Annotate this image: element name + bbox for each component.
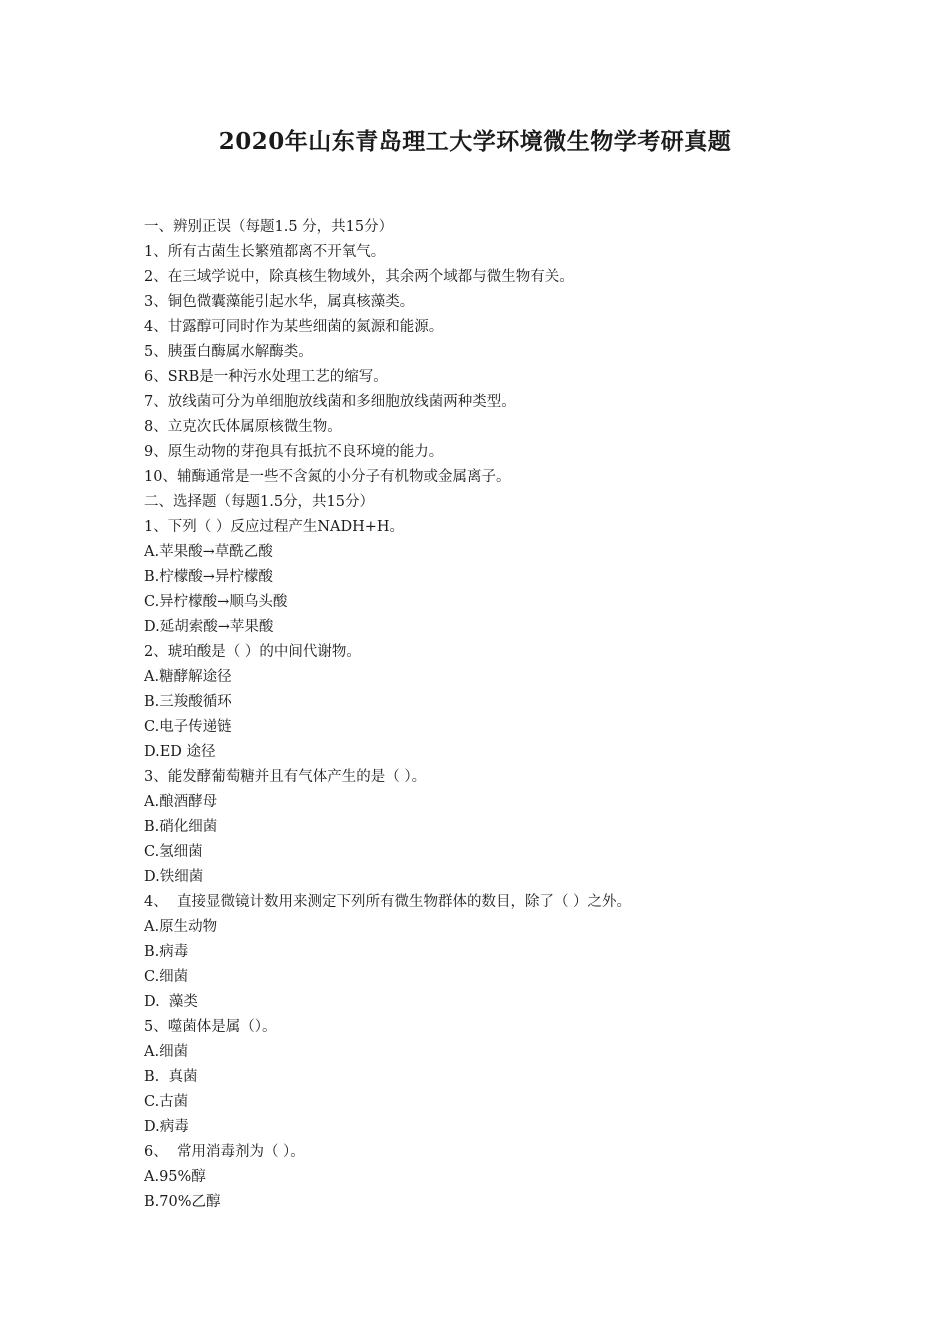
- question-item: 1、下列（ ）反应过程产生NADH+H。: [144, 519, 405, 535]
- question-item: 5、噬菌体是属（）。: [144, 1019, 277, 1035]
- question-item: 3、能发酵葡萄糖并且有气体产生的是（ ）。: [144, 769, 427, 785]
- answer-option: C.异柠檬酸→顺乌头酸: [144, 594, 288, 610]
- section-heading: 二、选择题（每题1.5分，共15分）: [144, 494, 375, 510]
- answer-option: C.电子传递链: [144, 719, 232, 735]
- answer-option: A.95%醇: [144, 1169, 206, 1185]
- answer-option: B.硝化细菌: [144, 819, 218, 835]
- answer-option: C.古菌: [144, 1094, 189, 1110]
- answer-option: D.ED 途径: [144, 744, 216, 760]
- question-item: 6、 常用消毒剂为（ ）。: [144, 1144, 305, 1160]
- question-item: 3、铜色微囊藻能引起水华，属真核藻类。: [144, 294, 415, 310]
- question-item: 6、SRB是一种污水处理工艺的缩写。: [144, 369, 388, 385]
- answer-option: B. 真菌: [144, 1069, 198, 1085]
- question-item: 8、立克次氏体属原核微生物。: [144, 419, 342, 435]
- answer-option: B.病毒: [144, 944, 189, 960]
- question-item: 4、甘露醇可同时作为某些细菌的氮源和能源。: [144, 319, 444, 335]
- answer-option: A.酿酒酵母: [144, 794, 218, 810]
- section-heading: 一、辨别正误（每题1.5 分，共15分）: [144, 219, 394, 235]
- page-title: 2020年山东青岛理工大学环境微生物学考研真题: [218, 128, 732, 155]
- answer-option: B.70%乙醇: [144, 1194, 221, 1210]
- question-item: 5、胰蛋白酶属水解酶类。: [144, 344, 313, 360]
- answer-option: D.延胡索酸→苹果酸: [144, 619, 274, 635]
- question-item: 2、在三域学说中，除真核生物域外，其余两个域都与微生物有关。: [144, 269, 574, 285]
- answer-option: C.细菌: [144, 969, 189, 985]
- answer-option: D. 藻类: [144, 994, 198, 1010]
- question-item: 1、所有古菌生长繁殖都离不开氧气。: [144, 244, 386, 260]
- answer-option: D.病毒: [144, 1119, 189, 1135]
- question-item: 7、放线菌可分为单细胞放线菌和多细胞放线菌两种类型。: [144, 394, 516, 410]
- question-item: 2、琥珀酸是（ ）的中间代谢物。: [144, 644, 361, 660]
- answer-option: A.苹果酸→草酰乙酸: [144, 544, 273, 560]
- answer-option: A.细菌: [144, 1044, 189, 1060]
- answer-option: B.三羧酸循环: [144, 694, 232, 710]
- exam-body: [144, 215, 864, 1215]
- answer-option: A.糖酵解途径: [144, 669, 232, 685]
- question-item: 9、原生动物的芽孢具有抵抗不良环境的能力。: [144, 444, 444, 460]
- answer-option: B.柠檬酸→异柠檬酸: [144, 569, 273, 585]
- question-item: 4、 直接显微镜计数用来测定下列所有微生物群体的数目，除了（ ）之外。: [144, 894, 632, 910]
- answer-option: D.铁细菌: [144, 869, 204, 885]
- answer-option: A.原生动物: [144, 919, 218, 935]
- answer-option: C.氢细菌: [144, 844, 203, 860]
- question-item: 10、辅酶通常是一些不含氮的小分子有机物或金属离子。: [144, 469, 511, 485]
